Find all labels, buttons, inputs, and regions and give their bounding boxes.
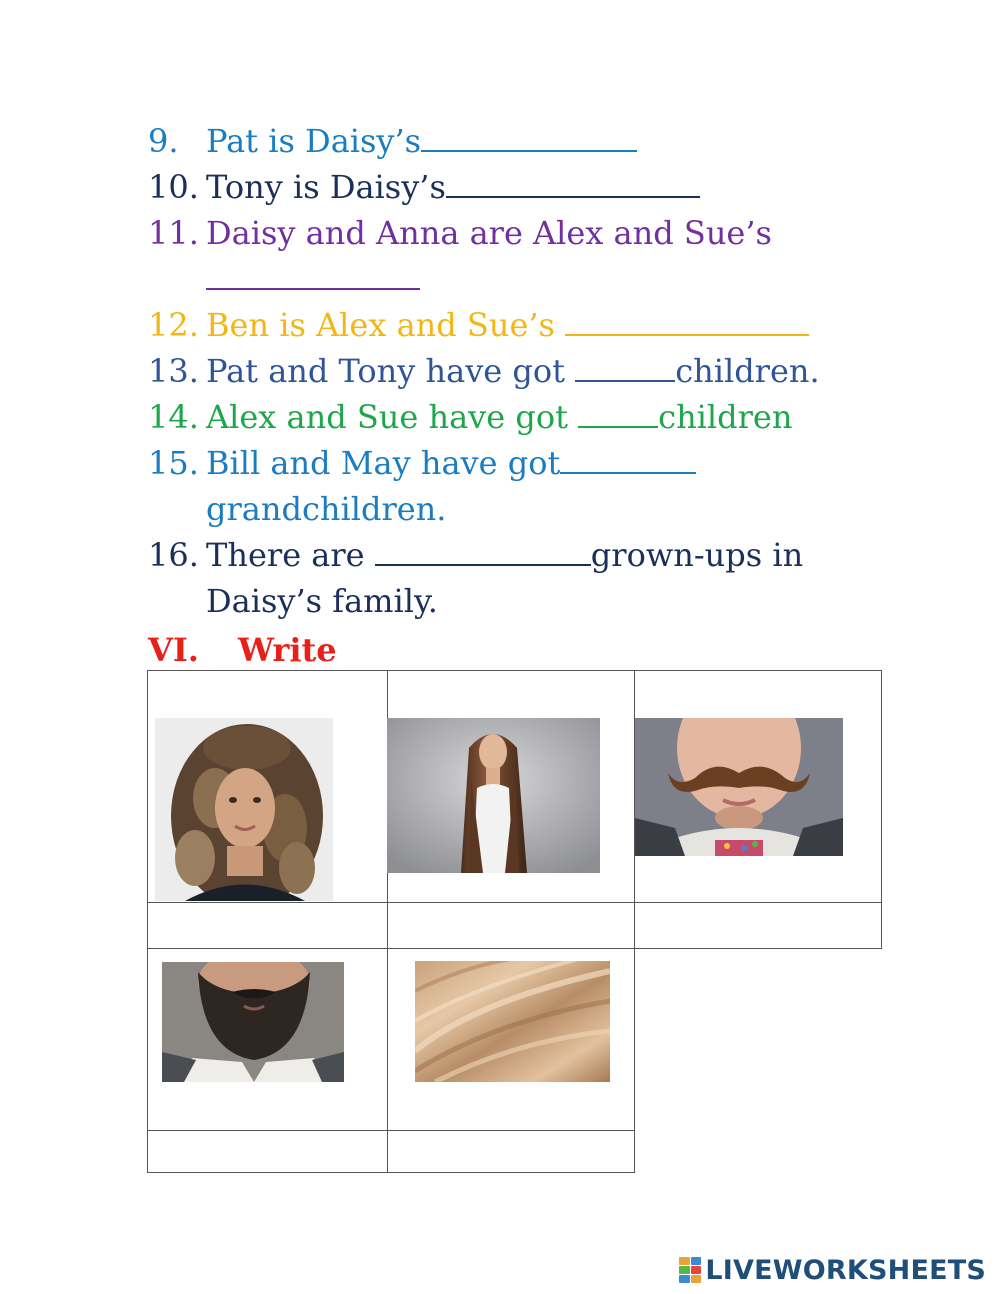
answer-blank-13[interactable] xyxy=(575,350,675,382)
question-text: Tony is Daisy’s xyxy=(206,168,446,206)
answer-blank-12[interactable] xyxy=(565,304,809,336)
question-text-after: grown-ups in xyxy=(590,536,804,574)
straight-hair-photo xyxy=(387,718,600,873)
curly-hair-photo xyxy=(155,718,333,901)
moustache-photo xyxy=(635,718,843,856)
answer-cell-2[interactable] xyxy=(387,902,635,949)
question-text: Bill and May have got xyxy=(206,444,561,482)
answer-blank-11[interactable] xyxy=(206,258,420,290)
question-text: Alex and Sue have got xyxy=(206,398,579,436)
question-number: 14. xyxy=(148,398,199,436)
answer-blank-14[interactable] xyxy=(578,396,658,428)
answer-cell-5[interactable] xyxy=(387,1130,635,1173)
question-number: 11. xyxy=(148,214,199,252)
question-text: Daisy and Anna are Alex and Sue’s xyxy=(206,214,772,252)
logo-text: LIVEWORKSHEETS xyxy=(705,1254,986,1286)
question-text: Ben is Alex and Sue’s xyxy=(206,306,566,344)
question-number: 16. xyxy=(148,536,199,574)
question-text: Pat is Daisy’s xyxy=(206,122,422,160)
question-number: 9. xyxy=(148,122,179,160)
beard-photo xyxy=(162,962,344,1082)
answer-blank-9[interactable] xyxy=(421,120,637,152)
fair-hair-photo xyxy=(415,961,610,1082)
logo-icon xyxy=(679,1257,701,1283)
answer-cell-4[interactable] xyxy=(147,1130,388,1173)
answer-blank-15[interactable] xyxy=(560,442,696,474)
question-number: 13. xyxy=(148,352,199,390)
answer-cell-1[interactable] xyxy=(147,902,388,949)
question-text: Pat and Tony have got xyxy=(206,352,576,390)
question-number: 10. xyxy=(148,168,199,206)
answer-blank-10[interactable] xyxy=(446,166,700,198)
section-number: VI. xyxy=(148,631,199,669)
question-text: There are xyxy=(206,536,375,574)
liveworksheets-logo xyxy=(679,1252,986,1288)
question-text-continued: Daisy’s family. xyxy=(206,582,438,620)
answer-blank-16[interactable] xyxy=(375,534,591,566)
section-title: Write xyxy=(238,631,337,669)
question-number: 12. xyxy=(148,306,199,344)
question-text-after: children xyxy=(658,398,793,436)
answer-cell-3[interactable] xyxy=(634,902,882,949)
question-text-after: children. xyxy=(675,352,820,390)
question-number: 15. xyxy=(148,444,199,482)
question-text-continued: grandchildren. xyxy=(206,490,447,528)
